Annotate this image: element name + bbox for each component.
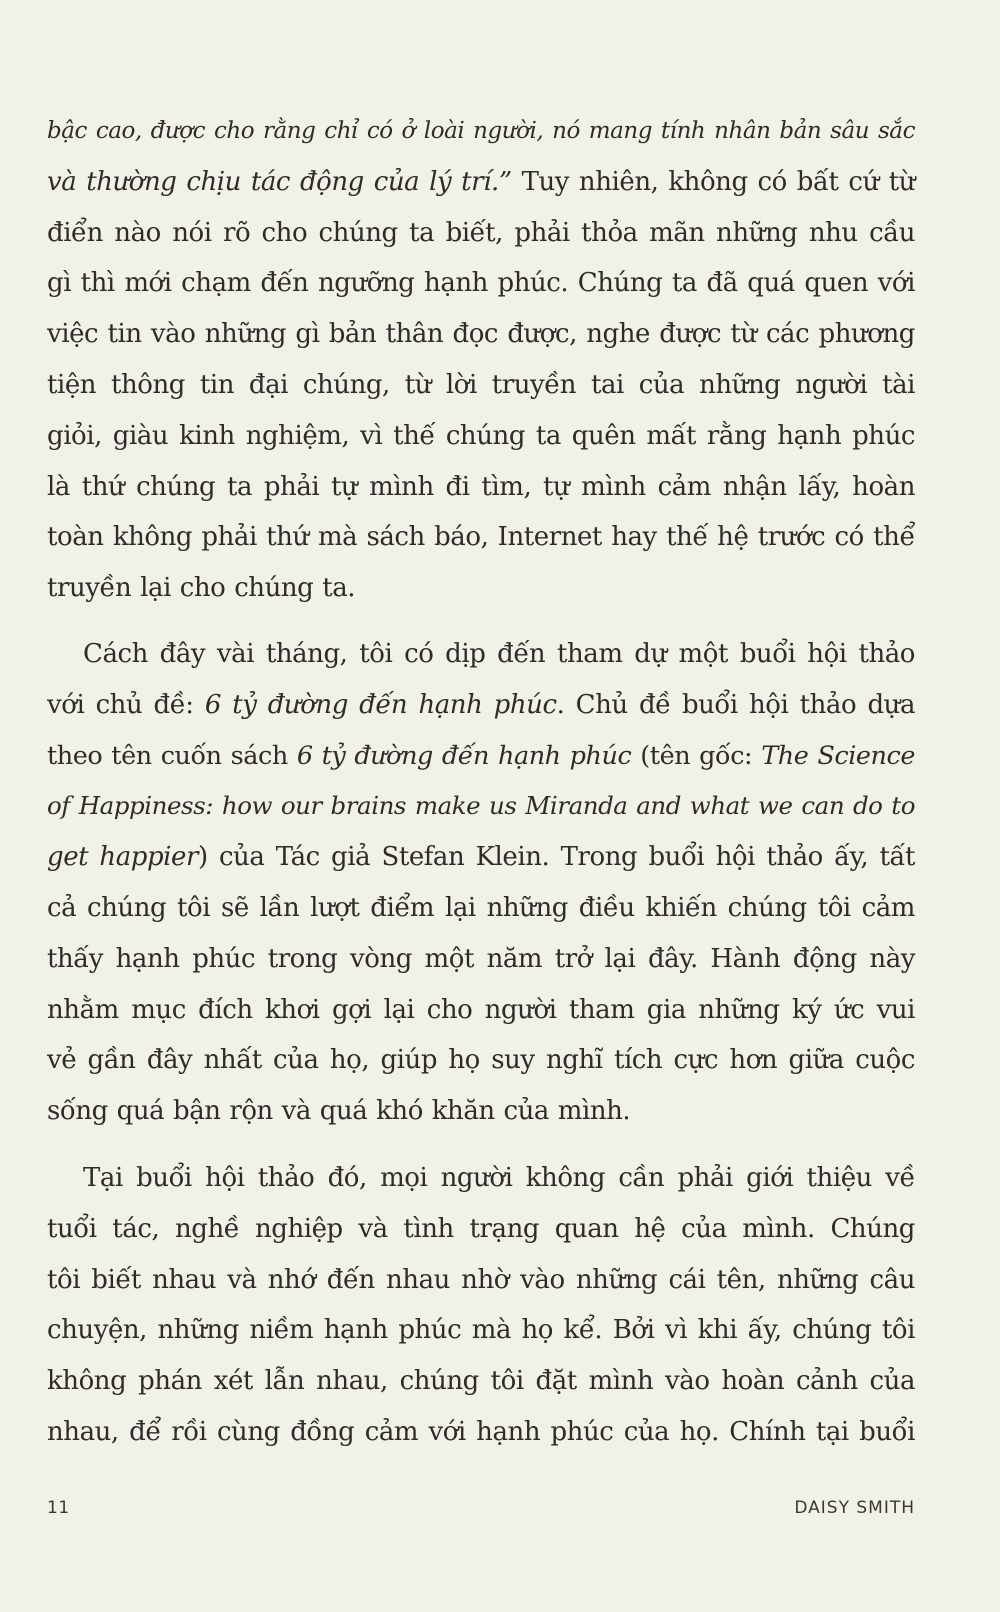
book-title-italic: 6 tỷ đường đến hạnh phúc [296,740,632,771]
text-line: không phán xét lẫn nhau, chúng tôi đặt mình vào hoàn cảnh của [47,1366,915,1397]
text-span: theo tên cuốn sách [47,740,297,771]
running-author: DAISY SMITH [794,1498,915,1518]
text-line: bậc cao, được cho rằng chỉ có ở loài người, nó mang tính nhân bản sâu sắc [47,118,915,144]
text-span: với chủ đề: [47,689,205,720]
text-line: là thứ chúng ta phải tự mình đi tìm, tự mình cảm nhận lấy, hoàn [47,471,915,502]
book-title-italic: 6 tỷ đường đến hạnh phúc [204,689,557,720]
text-span: ) của Tác giả Stefan Klein. Trong buổi hội thảo ấy, tất [197,842,915,873]
italic-quote-end: và thường chịu tác động của lý trí.” [47,166,512,197]
text-line: gì thì mới chạm đến ngưỡng hạnh phúc. Chúng ta đã quá quen với [47,268,915,299]
text-line: vẻ gần đây nhất của họ, giúp họ suy nghĩ tích cực hơn giữa cuộc [47,1045,915,1076]
text-line: sống quá bận rộn và quá khó khăn của mình. [47,1096,631,1127]
text-line: toàn không phải thứ mà sách báo, Internet hay thế hệ trước có thể [47,522,915,553]
text-line: tuổi tác, nghề nghiệp và tình trạng quan hệ của mình. Chúng [47,1213,915,1244]
text-line: tôi biết nhau và nhớ đến nhau nhờ vào những cái tên, những câu [47,1264,915,1295]
paragraph-3 [47,1153,915,1458]
paragraph-1 [47,106,915,614]
text-line: thấy hạnh phúc trong vòng một năm trở lại đây. Hành động này [47,943,915,974]
text-line: nhằm mục đích khơi gợi lại cho người tham gia những ký ức vui [47,994,915,1025]
original-title-italic: get happier [47,842,198,873]
original-title-italic: The Science [761,740,915,771]
text-line [47,157,915,208]
text-span: (tên gốc: [631,740,762,771]
text-span: Tuy nhiên, không có bất cứ từ [511,166,915,197]
text-line: Cách đây vài tháng, tôi có dịp đến tham dự một buổi hội thảo [83,639,915,669]
text-line [47,832,915,883]
text-line: nhau, để rồi cùng đồng cảm với hạnh phúc của họ. Chính tại buổi [47,1416,915,1447]
text-line: chuyện, những niềm hạnh phúc mà họ kể. Bởi vì khi ấy, chúng tôi [47,1315,915,1346]
page-number: 11 [47,1498,70,1518]
text-line: giỏi, giàu kinh nghiệm, vì thế chúng ta quên mất rằng hạnh phúc [47,420,915,451]
text-line: việc tin vào những gì bản thân đọc được, nghe được từ các phương [47,319,915,350]
paragraph-2 [47,629,915,1137]
text-line: tiện thông tin đại chúng, từ lời truyền tai của những người tài [47,369,915,400]
text-line: cả chúng tôi sẽ lần lượt điểm lại những điều khiến chúng tôi cảm [47,892,915,923]
text-line [47,731,915,782]
text-line: điển nào nói rõ cho chúng ta biết, phải thỏa mãn những nhu cầu [47,217,915,248]
text-line: Tại buổi hội thảo đó, mọi người không cần phải giới thiệu về [83,1163,915,1193]
text-line: truyền lại cho chúng ta. [47,573,356,604]
text-line: of Happiness: how our brains make us Miranda and what we can do to [47,791,915,821]
text-span: . Chủ đề buổi hội thảo dựa [556,689,915,720]
text-line [47,680,915,731]
